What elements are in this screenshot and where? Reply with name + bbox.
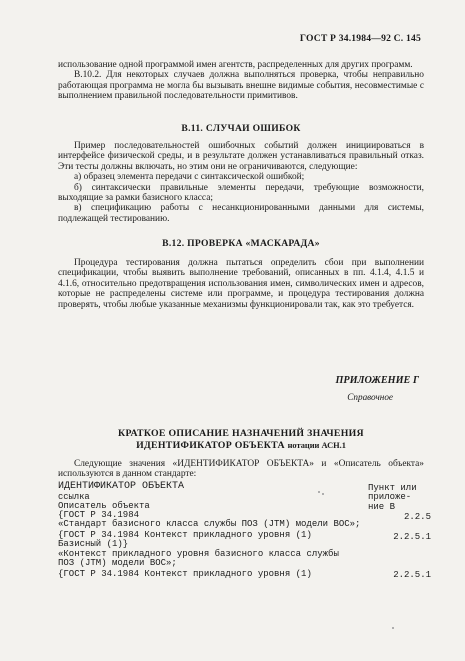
- list-item: а) образец элемента передачи с синтаксической ошибкой;: [74, 172, 305, 183]
- intro-paragraph: [58, 60, 424, 102]
- table-head-right-line: ние В: [368, 501, 396, 512]
- table-head-left: [58, 482, 184, 502]
- table-head-right: [368, 484, 438, 512]
- paragraph-b10-2: В.10.2. Для некоторых случаев должна выполняться проверка, чтобы неправильно работающая программа не могла бы вызывать внешне видимые события, несовместимые с выполнением правильной последовательности примитивов.: [58, 70, 424, 102]
- table-head-right-line: приложе-: [368, 492, 412, 503]
- section-b11-body: [58, 141, 424, 224]
- section-b12-body: [58, 258, 424, 310]
- table-row: Описатель объекта: [58, 501, 150, 511]
- page-header: ГОСТ Р 34.1984—92 С. 145: [299, 33, 421, 44]
- table-row: «Контекст прикладного уровня базисного класса службы: [58, 549, 339, 559]
- paragraph-b11: Пример последовательностей ошибочных событий должен инициироваться в интерфейсе физической среды, и в результате должен устанавливаться правильный отказ. Эти тесты должны включать, но этим они не ограничиваются, следующие:: [58, 141, 424, 172]
- appendix-intro-text: Следующие значения «ИДЕНТИФИКАТОР ОБЪЕКТА» и «Описатель объекта» используются в данном стандарте:: [58, 459, 424, 480]
- clause-number: 2.2.5: [403, 512, 431, 522]
- table-row: ПОЗ (JTM) модели ВОС»;: [58, 558, 177, 568]
- clause-number: 2.2.5.1: [393, 532, 431, 542]
- scan-speck: [322, 493, 324, 495]
- section-heading-b12: В.12. ПРОВЕРКА «МАСКАРАДА»: [162, 238, 320, 249]
- table-row: «Стандарт базисного класса службы ПОЗ (JTM) модели ВОС»;: [58, 519, 361, 529]
- scan-speck: [318, 491, 320, 493]
- table-head-right-line: Пункт или: [368, 483, 417, 493]
- appendix-title-line2: [58, 440, 424, 452]
- list-item: б) синтаксически правильные элементы передачи, требующие возможности, выходящие за рамки базисного класса;: [58, 182, 424, 204]
- appendix-type: Справочное: [347, 392, 393, 402]
- list-item: в) спецификацию работы с несанкционированными данными для системы, подлежащей тестированию.: [58, 203, 424, 224]
- appendix-title-suffix: нотации АСН.1: [287, 440, 346, 450]
- table-row: Базисный (1)}: [58, 539, 129, 549]
- table-row: {ГОСТ Р 34.1984 Контекст прикладного уровня (1): [58, 569, 312, 579]
- table-head-sub: ссылка: [58, 491, 90, 502]
- section-heading-b11: В.11. СЛУЧАИ ОШИБОК: [181, 123, 301, 134]
- paragraph-b12: Процедура тестирования должна пытаться определить сбои при выполнении спецификации, чтобы выявить выполнение требований, описанных в пп. 4.1.4, 4.1.5 и 4.1.6, относительно предотвращения использования имен, символических имен и адресов, которые не распределены системе или программе, и процедура тестирования должна проверять, чтобы любые указанные механизмы функционировали так, как это требуется.: [58, 258, 424, 310]
- scan-speck: [392, 627, 394, 629]
- table-head-title: ИДЕНТИФИКАТОР ОБЪЕКТА: [58, 481, 185, 492]
- table-row: {ГОСТ Р 34.1984 Контекст прикладного уровня (1): [58, 530, 312, 540]
- intro-text: использование одной программой имен агентств, распределенных для других программ.: [58, 60, 413, 70]
- clause-number: 2.2.5.1: [393, 570, 431, 580]
- appendix-intro: [58, 459, 424, 480]
- appendix-title-main: ИДЕНТИФИКАТОР ОБЪЕКТА: [136, 439, 285, 451]
- appendix-title: [58, 428, 424, 451]
- table-row: {ГОСТ Р 34.1984: [58, 510, 140, 520]
- appendix-label: ПРИЛОЖЕНИЕ Г: [335, 375, 419, 386]
- appendix-title-line1: КРАТКОЕ ОПИСАНИЕ НАЗНАЧЕНИЙ ЗНАЧЕНИЯ: [118, 428, 364, 439]
